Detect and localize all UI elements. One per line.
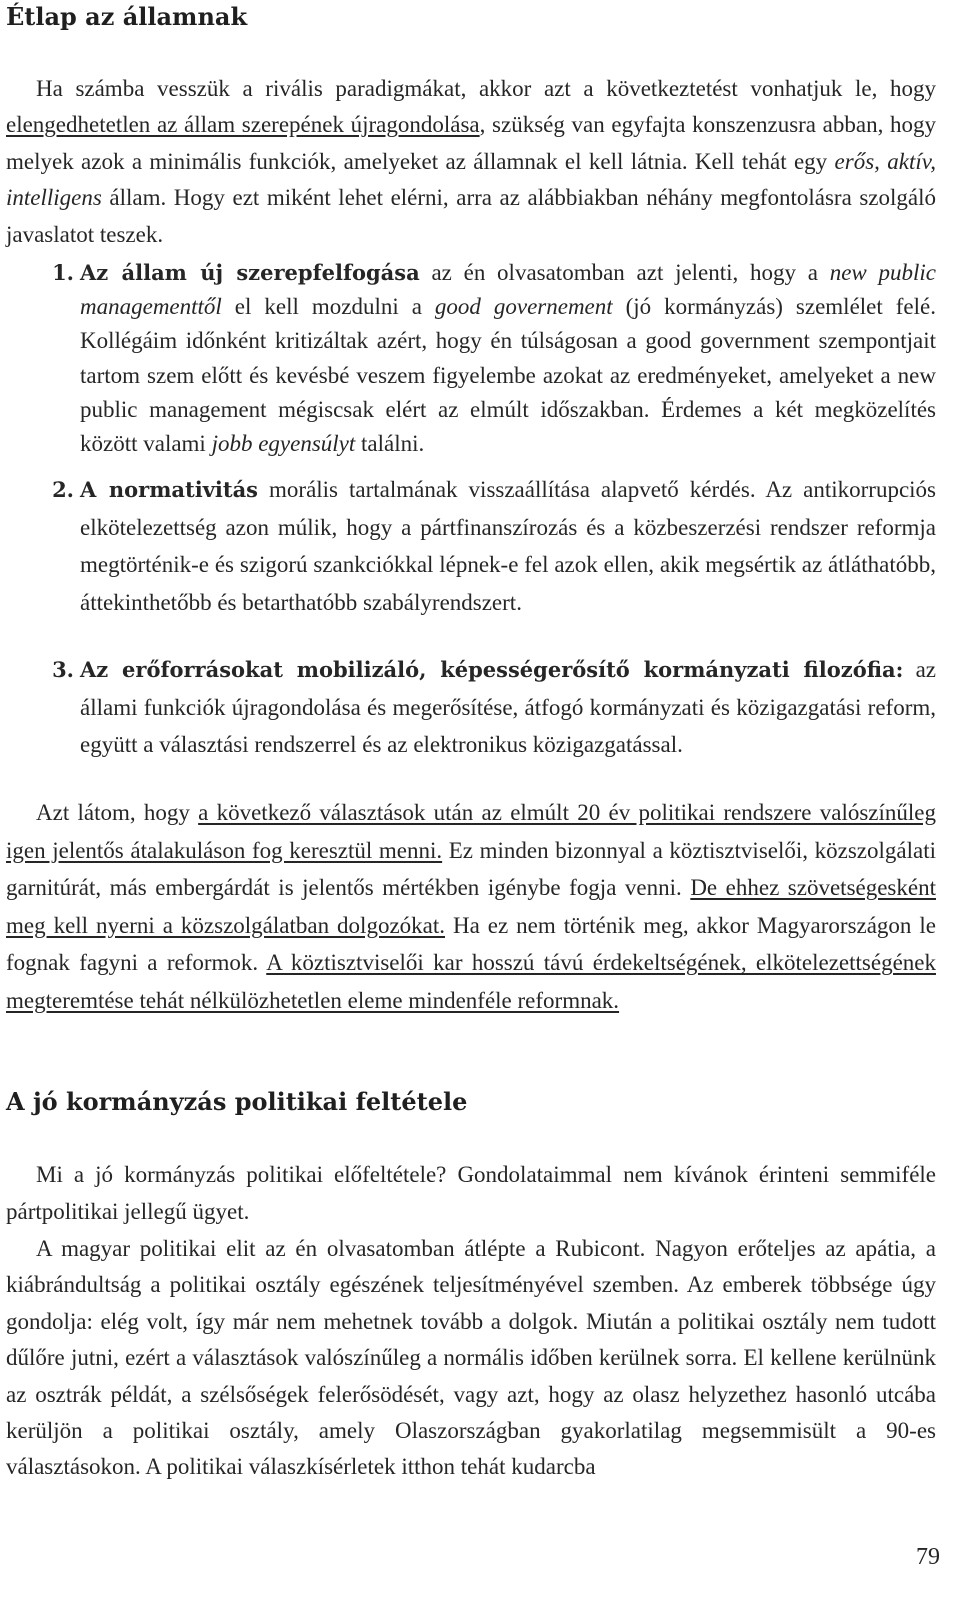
body-paragraph: Mi a jó kormányzás politikai előfeltétele? Gondolataimmal nem kívánok érinteni semmiféle pártpolitikai jellegű ügyet. [6,1162,936,1224]
text-run: az állami funkciók újragondolása és megerősítése, átfogó kormányzati és közigazgatási reform, együtt a választási rendszerrel és az elektronikus közigazgatással. [80,657,936,758]
underlined-phrase: elengedhetetlen az állam szerepének újragondolása [6,112,480,138]
underlined-phrase: A köztisztviselői kar hosszú távú érdekeltségének, elkötelezettségének megteremtése tehát nélkülözhetetlen eleme mindenféle reformnak. [6,950,936,1013]
text-run: Ha számba vesszük a rivális paradigmákat, akkor azt a következtetést vonhatjuk le, hogy [36,76,936,101]
text-run: el kell mozdulni a [221,294,435,320]
item-lead: Az erőforrásokat mobilizáló, képességerősítő kormányzati filozófia: [80,657,904,682]
page-number: 79 [916,1544,940,1570]
item-lead: Az állam új szerepfelfogása [80,260,420,285]
list-item-1 [52,256,936,461]
text-run: morális tartalmának visszaállítása alapvető kérdés. Az antikorrupciós elkötelezettség azon múlik, hogy a pártfinanszírozás és a közbeszerzési rendszer reformja megtörténik-e és szigorú szankciókkal lépnek-e fel azok ellen, akik megsértik az átláthatóbb, áttekinthetőbb és betarthatóbb szabályrendszert. [80,477,936,615]
text-run: , szükség van egyfajta konszenzusra abban, hogy melyek azok a minimális funkciók, amelyeket az államnak el kell látnia. Kell tehát egy [6,112,937,174]
italic-phrase: good governement [434,294,613,320]
italic-phrase: jobb egyensúlyt [211,431,356,457]
conclusion-paragraph [6,794,936,1020]
text-run: állam. Hogy ezt miként lehet elérni, arra az alábbiakban néhány megfontolásra szolgáló javaslatot teszek. [6,185,936,247]
section-heading: A jó kormányzás politikai feltétele [6,1087,468,1116]
item-number: 1. [52,260,74,285]
body-paragraph: A magyar politikai elit az én olvasatomban átlépte a Rubicont. Nagyon erőteljes az apátia, a kiábrándultság a politikai osztály egészének teljesítményével szemben. Az emberek többsége úgy gondolja: elég volt, így már nem mehetnek tovább a dolgok. Miután a politikai osztály nem tudott dűlőre jutni, ezért a választások valószínűleg a normális időben kerülnek sorra. El kellene kerülnünk az osztrák példát, a szélsőségek felerősödését, vagy azt, hogy az olasz helyzethez hasonló utcába kerüljön a politikai osztály, amely Olaszországban gyakorlatilag megsemmisült a 90-es választásokon. A politikai válaszkísérletek itthon tehát kudarcba [6,1236,936,1480]
list-item-2 [52,471,936,621]
text-run: Ha ez nem történik meg, akkor Magyarországon le fognak fagyni a reformok. [6,912,936,976]
text-run: Azt látom, hogy [36,800,199,825]
underlined-phrase: De ehhez szövetségesként meg kell nyerni a közszolgálatban dolgozókat. [6,875,936,938]
item-number: 2. [52,477,74,502]
intro-paragraph [6,71,936,253]
list-item-3 [52,651,936,764]
item-lead: A normativitás [80,477,259,502]
text-run: az én olvasatomban azt jelenti, hogy a [419,260,830,285]
italic-phrase: new public managementtől [80,260,936,320]
text-run: Ez minden bizonnyal a köztisztviselői, közszolgálati garnitúrát, más embergárdát is jelentős mértékben igénybe fogja venni. [6,837,936,901]
underlined-phrase: a következő választások után az elmúlt 20 év politikai rendszere valószínűleg igen jelentős átalakuláson fog keresztül menni. [6,800,936,863]
text-run: találni. [355,431,425,457]
text-run: (jó kormányzás) szemlélet felé. Kollégáim időnként kritizáltak azért, hogy én túlságosan a good government szempontjait tartom szem előtt és kevésbé veszem figyelembe azokat az eredményeket, amelyeket a new public management mégiscsak elért az elmúlt időszakban. Érdemes a két megközelítés között valami [80,294,936,457]
item-number: 3. [52,657,74,682]
section-heading: Étlap az államnak [6,2,248,31]
italic-phrase: erős, aktív, intelligens [6,148,936,211]
